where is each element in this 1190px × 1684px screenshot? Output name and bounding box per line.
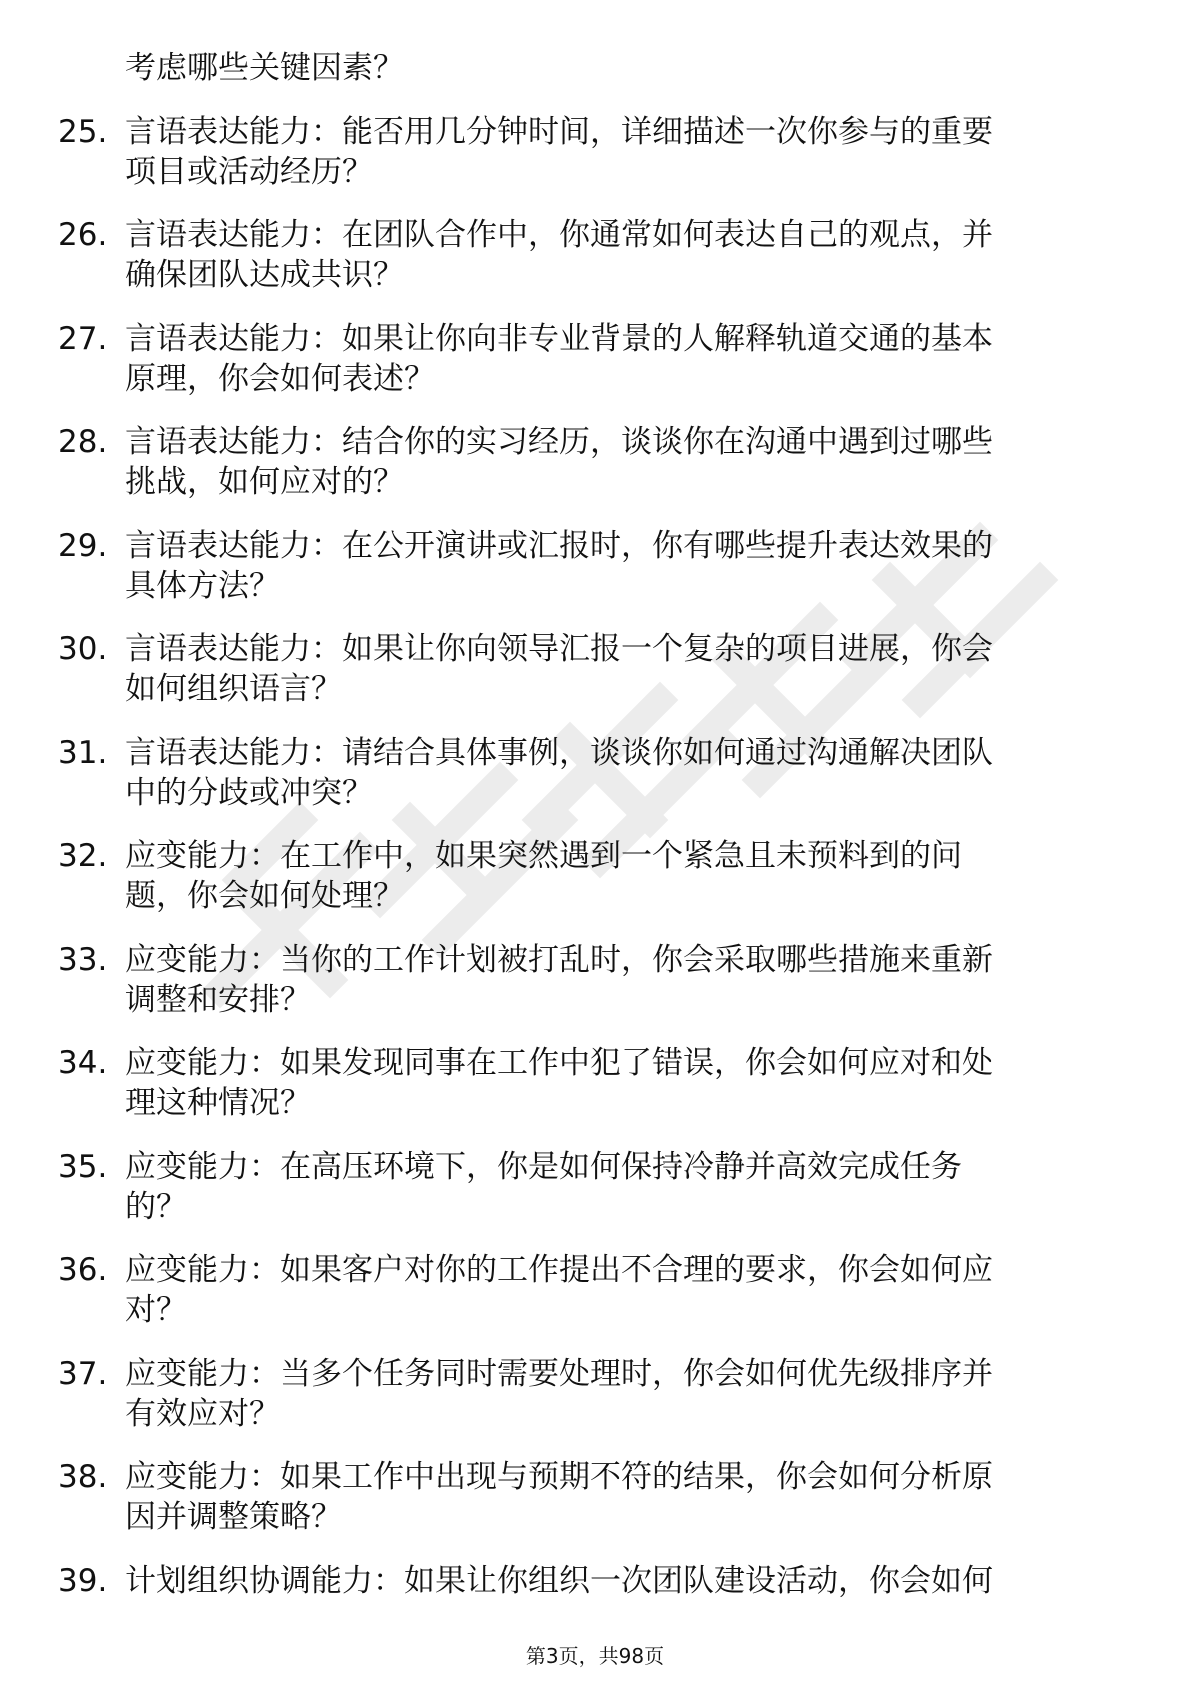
question-number: 36. (58, 1252, 108, 1288)
question-number: 31. (58, 734, 108, 771)
question-text-line: 题，你会如何处理？ (125, 878, 404, 914)
question-text-line: 调整和安排？ (125, 981, 311, 1018)
question-number: 30. (58, 631, 108, 667)
question-list (58, 48, 1118, 1601)
question-text-line: 应变能力：如果客户对你的工作提出不合理的要求，你会如何应 (125, 1252, 993, 1288)
question-number: 38. (58, 1459, 108, 1495)
question-text-line: 应变能力：如果工作中出现与预期不符的结果，你会如何分析原 (125, 1459, 993, 1495)
question-number: 29. (58, 527, 108, 564)
question-item (58, 836, 1118, 916)
question-text-line: 应变能力：在工作中，如果突然遇到一个紧急且未预料到的问 (125, 838, 962, 874)
question-text-line: 言语表达能力：结合你的实习经历，谈谈你在沟通中遇到过哪些 (125, 424, 993, 460)
question-item (58, 1354, 1118, 1434)
question-text-line: 应变能力：当你的工作计划被打乱时，你会采取哪些措施来重新 (125, 941, 993, 978)
question-item (58, 940, 1118, 1020)
question-text-line: 言语表达能力：请结合具体事例，谈谈你如何通过沟通解决团队 (125, 734, 993, 771)
question-text-line: 应变能力：如果发现同事在工作中犯了错误，你会如何应对和处 (125, 1045, 993, 1081)
question-number: 26. (58, 217, 108, 253)
question-text-line: 有效应对？ (125, 1395, 280, 1432)
question-number: 35. (58, 1148, 108, 1185)
question-number: 37. (58, 1355, 108, 1392)
question-item (58, 1561, 1118, 1601)
question-item (58, 526, 1118, 606)
question-text-line: 因并调整策略？ (125, 1499, 342, 1535)
question-text-line: 中的分歧或冲突？ (125, 774, 373, 811)
question-text-line: 应变能力：在高压环境下，你是如何保持冷静并高效完成任务 (125, 1148, 962, 1185)
question-item (58, 422, 1118, 502)
question-text-line: 应变能力：当多个任务同时需要处理时，你会如何优先级排序并 (125, 1355, 993, 1392)
question-item (58, 319, 1118, 399)
question-text-line: 具体方法？ (125, 567, 280, 604)
question-text-line: 言语表达能力：在团队合作中，你通常如何表达自己的观点，并 (125, 217, 993, 253)
question-number: 32. (58, 838, 108, 874)
question-text-line: 对？ (125, 1292, 187, 1328)
question-text-line: 如何组织语言？ (125, 671, 342, 707)
question-item (58, 215, 1118, 295)
question-number: 33. (58, 941, 108, 978)
question-item (58, 629, 1118, 709)
question-number: 34. (58, 1045, 108, 1081)
question-text-line: 项目或活动经历？ (125, 153, 373, 190)
question-text-line: 言语表达能力：如果让你向领导汇报一个复杂的项目进展，你会 (125, 631, 993, 667)
question-text-line: 言语表达能力：在公开演讲或汇报时，你有哪些提升表达效果的 (125, 527, 993, 564)
question-text-line: 的？ (125, 1188, 187, 1225)
question-text-line: 原理，你会如何表述？ (125, 360, 435, 397)
question-text-line: 确保团队达成共识？ (125, 257, 404, 293)
question-item (58, 1043, 1118, 1123)
question-item (58, 733, 1118, 813)
question-number: 28. (58, 424, 108, 460)
continuation-line: 考虑哪些关键因素？ (125, 50, 404, 86)
question-text-line: 言语表达能力：如果让你向非专业背景的人解释轨道交通的基本 (125, 320, 993, 357)
page-footer: 第3页，共98页 (525, 1644, 665, 1668)
question-text-line: 言语表达能力：能否用几分钟时间，详细描述一次你参与的重要 (125, 113, 993, 150)
question-number: 39. (58, 1562, 108, 1599)
question-item (58, 1147, 1118, 1227)
question-text-line: 挑战，如何应对的？ (125, 464, 404, 500)
question-item (58, 1457, 1118, 1537)
question-item (58, 1250, 1118, 1330)
question-number: 25. (58, 113, 108, 150)
question-text-line: 计划组织协调能力：如果让你组织一次团队建设活动，你会如何 (125, 1562, 993, 1599)
question-item (58, 112, 1118, 192)
question-number: 27. (58, 320, 108, 357)
question-text-line: 理这种情况？ (125, 1085, 311, 1121)
